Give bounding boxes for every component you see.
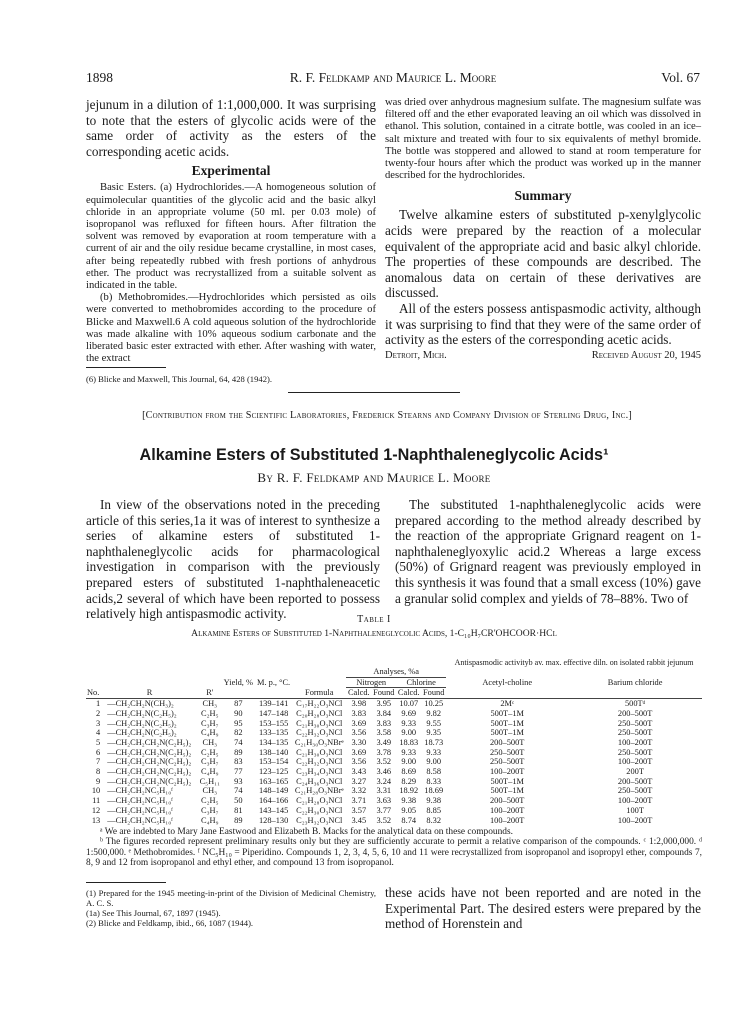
cell-acetylcholine: 100–200T [489, 815, 525, 825]
cell-yield: 83 [234, 757, 243, 767]
cell-acetylcholine: 500T–1M [490, 786, 524, 796]
cell-n-calcd: 3.56 [351, 757, 367, 767]
table-header-row-4 [86, 688, 702, 699]
cell-formula: C₂₄H₃₆O₃NCl [296, 776, 343, 786]
cell-formula: C₂₁H₃₀O₃NCl [296, 747, 343, 757]
cell-mp: 134–135 [258, 737, 289, 747]
summary-paragraph-2: All of the esters possess antispasmodic activity, although it was surprising to find that they were of the same order of activity as the esters of the corresponding acetic acids. [385, 300, 701, 348]
table-header-row-2 [86, 667, 702, 677]
bottom-right-text: these acids have not been reported and are noted in the Experimental Part. The desired esters were prepared by the method of Horenstein and [385, 885, 701, 932]
prev-right-continuation: was dried over anhydrous magnesium sulfate. The magnesium sulfate was filtered off and the ether evaporated leaving an oil which was dissolved in ethanol. This solution, contained in a citrate bottle, was cooled in an ice–salt mixture and treated with four to six equivalents of methyl bromide. The bottle was stoppered and allowed to stand at room temperature for twenty-four hours after which the product was worked up in the manner described for the hydrochlorides. [385, 97, 701, 182]
cell-barium: 200T [626, 767, 644, 777]
cell-r-prime: CH₃ [202, 786, 218, 796]
prev-left-column [86, 97, 376, 365]
cell-yield: 95 [234, 718, 243, 728]
cell-n-calcd: 3.43 [351, 767, 367, 777]
table-row [86, 748, 702, 758]
cell-n-found: 3.24 [376, 776, 392, 786]
r-header: R [146, 688, 153, 698]
cell-r-group: —CH₂CH₂N(C₂H₅)₂ [107, 718, 177, 728]
received-date: Received August 20, 1945 [591, 349, 701, 361]
cell-n-calcd: 3.30 [351, 737, 367, 747]
cell-cl-found: 9.00 [426, 757, 442, 767]
cell-n-calcd: 3.56 [351, 728, 367, 738]
cell-r-group: —CH₂CH₂NC₅H₁₀ᶠ [107, 796, 173, 806]
intro-right: The substituted 1-naphthaleneglycolic acids were prepared according to the method already described by the reaction of the appropriate Grignard reagent on 1-naphthaleneglyoxylic acid.2 Whereas a large excess (50%) of Grignard reagent was previously employed in this synthesis it was found that a small excess (10%) gave a granular solid complex and yields of 78–88%. Two of [395, 497, 701, 606]
cell-r-prime: C₃H₇ [201, 718, 219, 728]
cell-r-group: —CH₂CH₂CH₂N(C₂H₅)₂ [107, 747, 192, 757]
yield-header: Yield, % [223, 678, 253, 688]
article-title: Alkamine Esters of Substituted 1-Naphthaleneglycolic Acids¹ [139, 446, 609, 464]
cell-formula: C₂₂H₃₂O₃NCl [296, 757, 343, 767]
cell-n-calcd: 3.32 [351, 786, 367, 796]
analyses-header: Analyses, %a [346, 667, 446, 677]
cell-cl-found: 9.55 [426, 718, 442, 728]
cell-barium: 100–200T [617, 737, 653, 747]
cell-no: 2 [96, 708, 101, 718]
cell-r-prime: CH₃ [202, 737, 218, 747]
cell-r-group: —CH₂CH₂CH₂N(C₂H₅)₂ [107, 776, 192, 786]
cell-cl-found: 9.82 [426, 708, 442, 718]
cell-cl-found: 8.32 [426, 815, 442, 825]
footnotes [86, 888, 376, 928]
cell-formula: C₁₇H₂₂O₃NCl [296, 699, 343, 709]
table-row [86, 806, 702, 816]
cell-acetylcholine: 200–500T [489, 737, 525, 747]
table-note-b: ᵇ The figures recorded represent preliminary results only but they are sufficiently accurate to permit a relative comparison of the compounds. ᶜ 1:2,000,000. ᵈ 1:500,000. ᵉ Methobromides. ᶠ NC₅H₁₀ = Piperidino. Compounds 1, 2, 3, 4, 5, 6, 10 and 11 were recrystallized from isopropanol and isopropyl ether, compounds 7, 8, 9 and 12 from isopropanol and ethyl ether, and compound 13 from isopropanol. [86, 837, 702, 869]
cell-no: 1 [96, 699, 101, 709]
cell-no: 3 [96, 718, 101, 728]
n-found-header: Found [373, 688, 395, 698]
cell-cl-calcd: 9.33 [401, 747, 417, 757]
cell-acetylcholine: 100–200T [489, 767, 525, 777]
prev-intro-text: jejunum in a dilution of 1:1,000,000. It was surprising to note that the esters of glycolic acids were of the same order of activity as the esters of the corresponding acetic acids. [86, 97, 376, 159]
cell-no: 6 [96, 747, 101, 757]
cell-n-found: 3.52 [376, 757, 392, 767]
cell-cl-found: 8.85 [426, 805, 442, 815]
acetylcholine-header: Acetyl-choline [482, 678, 533, 688]
contribution-line: [Contribution from the Scientific Laboratories, Frederick Stearns and Company Division of Sterling Drug, Inc.] [142, 410, 632, 421]
footnote-rule-2 [86, 882, 166, 883]
footnote-6: (6) Blicke and Maxwell, This Journal, 64, 428 (1942). [86, 374, 273, 384]
cell-cl-calcd: 9.33 [401, 718, 417, 728]
cell-r-group: —CH₂CH₂N(C₂H₅)₂ [107, 708, 177, 718]
cell-r-prime: C₄H₉ [201, 815, 219, 825]
table-row [86, 719, 702, 729]
mp-header: M. p., °C. [257, 678, 291, 688]
table-note-a: ᵃ We are indebted to Mary Jane Eastwood and Elizabeth B. Macks for the analytical data on these compounds. [100, 827, 513, 837]
cell-cl-found: 9.33 [426, 747, 442, 757]
cell-r-group: —CH₂CH₂N(C₂H₅)₂ [107, 728, 177, 738]
cell-r-prime: C₄H₉ [201, 728, 219, 738]
running-title: R. F. Feldkamp and Maurice L. Moore [289, 70, 497, 85]
experimental-heading: Experimental [191, 163, 271, 179]
cell-n-found: 3.52 [376, 815, 392, 825]
cell-r-group: —CH₂CH₂N(CH₃)₂ [107, 699, 174, 709]
table-notes [86, 827, 702, 869]
cell-barium: 100–200T [617, 757, 653, 767]
cell-acetylcholine: 2Mᶜ [500, 699, 515, 709]
cell-mp: 148–149 [258, 786, 289, 796]
cell-acetylcholine: 500T–1M [490, 776, 524, 786]
table-row [86, 738, 702, 748]
cell-cl-found: 9.38 [426, 796, 442, 806]
cell-cl-found: 18.69 [424, 786, 444, 796]
cell-mp: 164–166 [258, 796, 289, 806]
cell-cl-calcd: 18.92 [399, 786, 419, 796]
cell-cl-calcd: 8.29 [401, 776, 417, 786]
cell-yield: 82 [234, 728, 243, 738]
cell-cl-calcd: 9.00 [401, 757, 417, 767]
cell-cl-found: 9.35 [426, 728, 442, 738]
methobromides-paragraph: (b) Methobromides.—Hydrochlorides which persisted as oils were converted to methobromides according to the procedure of Blicke and Maxwell.6 A cold aqueous solution of the hydrochloride was made alkaline with 10% aqueous sodium carbonate and the liberated basic ester extracted with ether. After washing with water, the extract [86, 292, 376, 365]
cell-cl-calcd: 8.74 [401, 815, 417, 825]
cell-no: 9 [96, 776, 101, 786]
cell-r-group: —CH₂CH₂NC₅H₁₀ᶠ [107, 815, 173, 825]
cell-formula: C₂₁H₂₈O₃NBrᵉ [294, 786, 344, 796]
cell-n-calcd: 3.69 [351, 747, 367, 757]
table-row [86, 796, 702, 806]
summary-paragraph-1: Twelve alkamine esters of substituted p-xenylglycolic acids were prepared by the reaction of a molecular equivalent of the appropriate acid and basic alkyl chloride. The properties of these compounds are described. The anomalous data on certain of these derivatives are discussed. [385, 207, 701, 301]
article-divider [288, 392, 460, 393]
barium-header: Barium chloride [607, 678, 663, 688]
cell-cl-calcd: 9.69 [401, 708, 417, 718]
cl-calcd-header: Calcd. [397, 688, 420, 698]
cell-r-group: —CH₂CH₂CH₂N(C₂H₅)₂ [107, 757, 192, 767]
cell-yield: 89 [234, 815, 243, 825]
table-row [86, 777, 702, 787]
cell-n-calcd: 3.71 [351, 796, 367, 806]
cell-cl-calcd: 18.83 [399, 737, 419, 747]
summary-heading: Summary [514, 188, 572, 204]
cell-barium: 250–500T [617, 786, 653, 796]
cell-acetylcholine: 500T–1M [490, 718, 524, 728]
cell-no: 12 [91, 805, 101, 815]
article-authors: By R. F. Feldkamp and Maurice L. Moore [257, 470, 491, 485]
cell-r-prime: C₂H₅ [201, 747, 219, 757]
cell-r-group: —CH₂CH₂CH₂N(C₂H₅)₂ [107, 737, 192, 747]
activity-header: Antispasmodic activityb av. max. effective diln. on isolated rabbit jejunum [454, 658, 694, 667]
nitrogen-header: Nitrogen [346, 677, 396, 688]
cell-mp: 133–135 [258, 728, 289, 738]
cell-n-found: 3.83 [376, 718, 392, 728]
cell-cl-found: 18.73 [424, 737, 444, 747]
formula-header: Formula [305, 688, 334, 698]
data-table [86, 658, 702, 825]
cell-mp: 153–155 [258, 718, 289, 728]
cell-n-calcd: 3.98 [351, 699, 367, 709]
cell-r-prime: C₂H₅ [201, 708, 219, 718]
cell-no: 13 [91, 815, 101, 825]
cell-mp: 147–148 [258, 708, 289, 718]
cell-mp: 128–130 [258, 815, 289, 825]
cell-yield: 93 [234, 776, 243, 786]
cell-r-group: —CH₂CH₂CH₂N(C₂H₅)₂ [107, 767, 192, 777]
cell-cl-calcd: 9.05 [401, 805, 417, 815]
cell-cl-calcd: 9.38 [401, 796, 417, 806]
cell-formula: C₂₂H₃₀O₃NCl [296, 805, 343, 815]
cell-formula: C₂₁H₂₈O₃NCl [296, 796, 343, 806]
location: Detroit, Mich. [385, 349, 447, 361]
cell-n-found: 3.95 [376, 699, 392, 709]
cell-barium: 100–200T [617, 796, 653, 806]
cell-no: 7 [96, 757, 101, 767]
cell-cl-found: 8.58 [426, 767, 442, 777]
chlorine-header: Chlorine [396, 677, 446, 688]
cell-yield: 87 [234, 699, 243, 709]
footnote-1: (1) Prepared for the 1945 meeting-in-print of the Division of Medicinal Chemistry, A. C. S. [86, 888, 376, 908]
cell-n-calcd: 3.83 [351, 708, 367, 718]
cell-mp: 139–141 [258, 699, 289, 709]
footnote-rule [86, 367, 166, 368]
cell-r-prime: C₄H₉ [201, 767, 219, 777]
cell-acetylcholine: 500T–1M [490, 728, 524, 738]
cell-r-prime: C₃H₇ [201, 757, 219, 767]
table-body [86, 699, 702, 826]
cell-barium: 250–500T [617, 718, 653, 728]
cell-n-found: 3.63 [376, 796, 392, 806]
table-caption: Alkamine Esters of Substituted 1-Naphthaleneglycolic Acids, 1-C₁₀H₇CR'OHCOOR·HCl [191, 628, 557, 639]
cell-barium: 250–500T [617, 747, 653, 757]
cell-mp: 143–145 [258, 805, 289, 815]
footnote-2: (2) Blicke and Feldkamp, ibid., 66, 1087 (1944). [86, 918, 254, 928]
cell-mp: 163–165 [258, 776, 289, 786]
cell-r-group: —CH₂CH₂NC₅H₁₀ᶠ [107, 805, 173, 815]
cell-formula: C₂₁H₃₀O₃NBrᵉ [294, 737, 344, 747]
cell-no: 11 [92, 796, 101, 806]
cell-r-prime: C₂H₅ [201, 796, 219, 806]
cell-yield: 74 [234, 737, 243, 747]
cell-barium: 500Tᵈ [624, 699, 646, 709]
rprime-header: R' [206, 688, 214, 698]
cell-barium: 200–500T [617, 708, 653, 718]
cell-n-found: 3.46 [376, 767, 392, 777]
cell-formula: C₂₀H₂₈O₃NCl [296, 708, 343, 718]
basic-esters-paragraph: Basic Esters. (a) Hydrochlorides.—A homogeneous solution of equimolecular quantities of the glycolic acid and the basic alkyl chloride in an appropriate volume (50 ml. per 0.03 mole) of isopropanol was refluxed for fifteen hours. After filtration the solvent was removed by evaporation at room temperature with a current of air and the oily residue became crystalline, in most cases, after being repeatedly rubbed with fresh portions of anhydrous ether. The product was recrystallized from a suitable solvent as indicated in the table. [86, 182, 376, 291]
cell-no: 5 [96, 737, 101, 747]
cell-cl-calcd: 8.69 [401, 767, 417, 777]
prev-right-column [385, 97, 701, 365]
table-row [86, 786, 702, 796]
received-line [385, 350, 701, 365]
intro-left: In view of the observations noted in the preceding article of this series,1a it was of interest to synthesize a series of alkamine esters of substituted 1-naphthaleneglycolic acids for pharmacological investigation in comparison with the previously prepared esters of substituted 1-naphthaleneacetic acids,2 several of which have been reported to possess relatively high antispasmodic activity. [86, 497, 380, 622]
cell-r-group: —CH₂CH₂NC₅H₁₀ᶠ [107, 786, 173, 796]
cell-n-found: 3.77 [376, 805, 392, 815]
cell-cl-found: 8.33 [426, 776, 442, 786]
cell-r-prime: C₃H₇ [201, 805, 219, 815]
cell-n-found: 3.84 [376, 708, 392, 718]
table-row [86, 699, 702, 709]
cell-no: 10 [91, 786, 101, 796]
cell-n-found: 3.58 [376, 728, 392, 738]
cell-formula: C₂₂H₃₂O₃NCl [296, 728, 343, 738]
cell-acetylcholine: 500T–1M [490, 708, 524, 718]
cell-yield: 74 [234, 786, 243, 796]
table-row [86, 757, 702, 767]
n-calcd-header: Calcd. [347, 688, 370, 698]
cell-yield: 50 [234, 796, 243, 806]
cell-n-calcd: 3.69 [351, 718, 367, 728]
cell-n-found: 3.78 [376, 747, 392, 757]
table-row [86, 709, 702, 719]
cell-n-found: 3.49 [376, 737, 392, 747]
cell-acetylcholine: 100–200T [489, 805, 525, 815]
cell-formula: C₂₃H₃₂O₃NCl [296, 815, 343, 825]
cell-yield: 89 [234, 747, 243, 757]
cell-barium: 100T [626, 805, 644, 815]
table-row [86, 816, 702, 826]
cell-r-prime: CH₃ [202, 699, 218, 709]
cell-barium: 100–200T [617, 815, 653, 825]
cell-mp: 153–154 [258, 757, 289, 767]
cell-formula: C₂₃H₃₄O₃NCl [296, 767, 343, 777]
table-row [86, 728, 702, 738]
table-header-row-1 [86, 658, 702, 667]
cell-formula: C₂₁H₃₀O₃NCl [296, 718, 343, 728]
cell-n-calcd: 3.57 [351, 805, 367, 815]
table-label: Table I [357, 614, 391, 625]
cell-yield: 90 [234, 708, 243, 718]
cell-acetylcholine: 250–500T [489, 757, 525, 767]
cell-cl-calcd: 10.07 [399, 699, 419, 709]
cell-n-calcd: 3.45 [351, 815, 367, 825]
footnote-1a: (1a) See This Journal, 67, 1897 (1945). [86, 908, 221, 918]
cell-barium: 200–500T [617, 776, 653, 786]
volume-label: Vol. 67 [661, 70, 700, 85]
cell-acetylcholine: 250–500T [489, 747, 525, 757]
cell-no: 4 [96, 728, 101, 738]
cell-no: 8 [96, 767, 101, 777]
cell-cl-found: 10.25 [424, 699, 444, 709]
cell-n-calcd: 3.27 [351, 776, 367, 786]
cell-n-found: 3.31 [376, 786, 392, 796]
page-header [86, 70, 700, 86]
cell-mp: 123–125 [258, 767, 289, 777]
cl-found-header: Found [423, 688, 445, 698]
cell-r-prime: C₅H₁₁ [199, 776, 220, 786]
cell-mp: 138–140 [258, 747, 289, 757]
cell-cl-calcd: 9.00 [401, 728, 417, 738]
cell-acetylcholine: 200–500T [489, 796, 525, 806]
cell-yield: 81 [234, 805, 243, 815]
no-header: No. [87, 688, 100, 698]
table-row [86, 767, 702, 777]
cell-barium: 250–500T [617, 728, 653, 738]
page-number: 1898 [86, 70, 113, 85]
table-header-row-3 [86, 677, 702, 688]
cell-yield: 77 [234, 767, 243, 777]
